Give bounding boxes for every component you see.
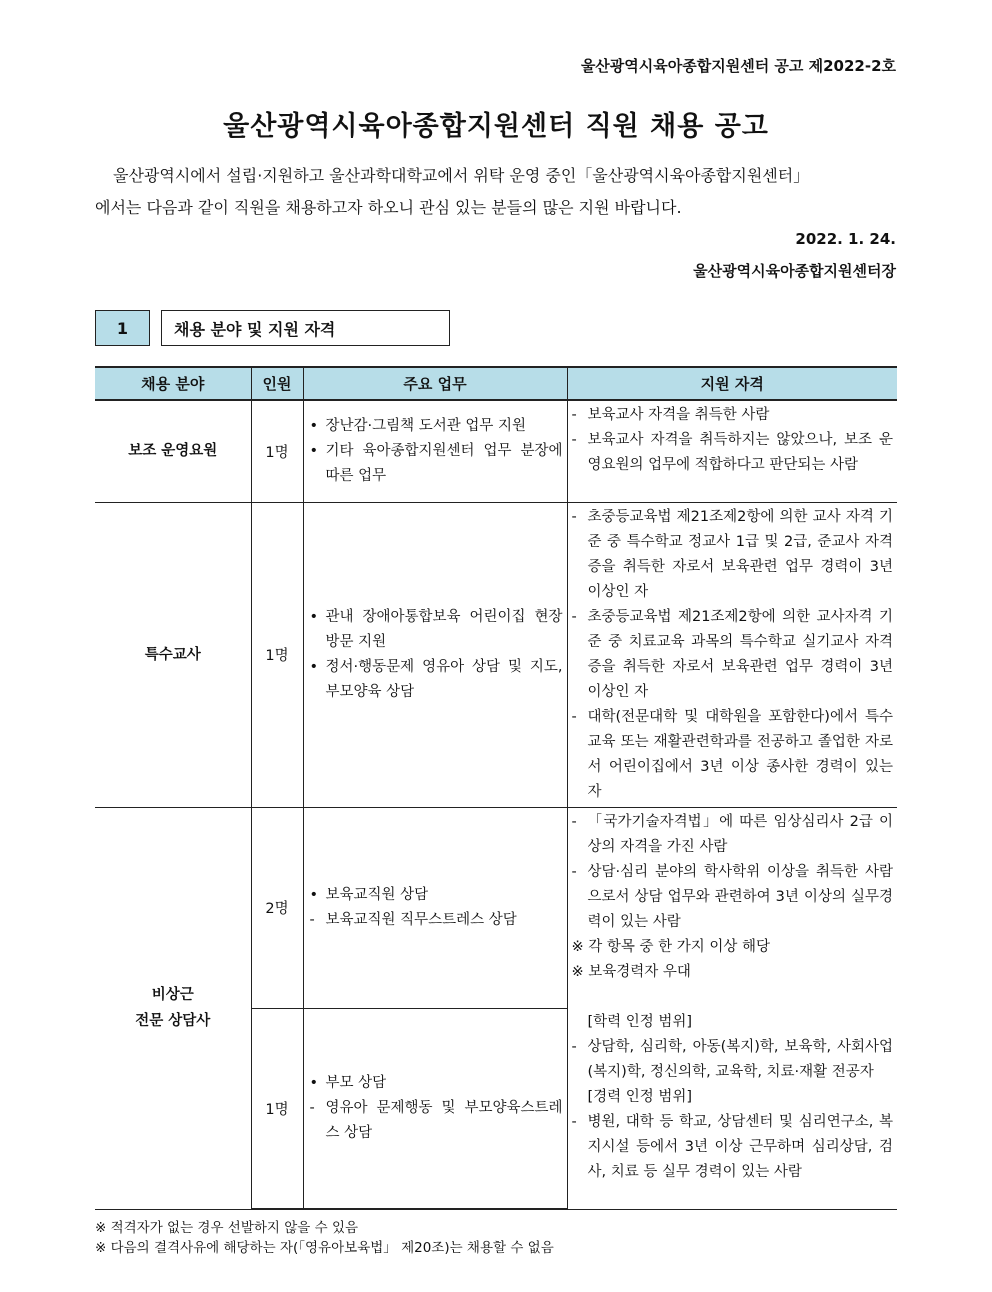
intro-paragraph	[95, 160, 897, 224]
field-line-2: 전문 상담사	[135, 1013, 211, 1029]
list-item: - 상담·심리 분야의 학사학위 이상을 취득한 사람으로서 상담 업무와 관련하여 3년 이상의 실무경력이 있는 사람	[571, 863, 893, 930]
intro-line-1: 울산광역시에서 설립·지원하고 울산과학대학교에서 위탁 운영 중인「울산광역시육아종합지원센터」	[113, 166, 810, 185]
section-number: 1	[95, 310, 150, 346]
header-count: 인원	[251, 367, 303, 400]
career-heading: [경력 인정 범위]	[587, 1088, 693, 1105]
qualification-note: ※ 각 항목 중 한 가지 이상 해당	[571, 938, 770, 955]
list-item: - 상담학, 심리학, 아동(복지)학, 보육학, 사회사업(복지)학, 정신의학, 교육학, 치료·재활 전공자	[571, 1038, 893, 1080]
qualifications-cell	[567, 502, 897, 807]
header-duties: 주요 업무	[303, 367, 567, 400]
list-item: • 장난감·그림책 도서관 업무 지원	[309, 417, 527, 434]
duties-cell	[303, 400, 567, 502]
list-item: - 보육교사 자격을 취득한 사람	[571, 407, 770, 423]
duties-cell	[303, 807, 567, 1008]
duties-cell	[303, 502, 567, 807]
field-cell: 특수교사	[95, 502, 251, 807]
spacer	[572, 985, 894, 1010]
count-cell: 1명	[251, 400, 303, 502]
count-cell: 1명	[251, 502, 303, 807]
list-item: • 부모 상담	[309, 1074, 387, 1091]
field-line-1: 비상근	[151, 987, 194, 1003]
list-item: - 「국가기술자격법」에 따른 임상심리사 2급 이상의 자격을 가진 사람	[571, 813, 893, 855]
qualifications-cell	[567, 807, 897, 1209]
list-item: • 기타 육아종합지원센터 업무 분장에 따른 업무	[309, 442, 563, 484]
list-item: - 보육교직원 직무스트레스 상담	[309, 911, 517, 928]
qualifications-cell	[567, 400, 897, 502]
list-item: - 보육교사 자격을 취득하지는 않았으나, 보조 운영요원의 업무에 적합하다고 판단되는 사람	[571, 432, 893, 473]
list-item: - 대학(전문대학 및 대학원을 포함한다)에서 특수교육 또는 재활관련학과를 전공하고 졸업한 자로서 어린이집에서 3년 이상 종사한 경력이 있는 자	[571, 708, 893, 800]
count-cell: 2명	[251, 807, 303, 1008]
field-cell	[95, 807, 251, 1209]
field-cell: 보조 운영요원	[95, 400, 251, 502]
table-row	[95, 807, 897, 1008]
qualification-note: ※ 보육경력자 우대	[571, 963, 691, 980]
signer: 울산광역시육아종합지원센터장	[693, 262, 896, 280]
table-row	[95, 400, 897, 502]
notice-date: 2022. 1. 24.	[795, 230, 896, 248]
footnote: ※ 적격자가 없는 경우 선발하지 않을 수 있음	[95, 1220, 359, 1236]
footnotes	[95, 1218, 554, 1258]
table-row	[95, 502, 897, 807]
list-item: - 초중등교육법 제21조제2항에 의한 교사 자격 기준 중 특수학교 정교사 1급 및 2급, 준교사 자격증을 취득한 자로서 보육관련 업무 경력이 3년 이상인 자	[571, 508, 893, 600]
section-title: 채용 분야 및 지원 자격	[161, 310, 450, 346]
header-qualifications: 지원 자격	[567, 367, 897, 400]
list-item: - 영유아 문제행동 및 부모양육스트레스 상담	[309, 1099, 563, 1141]
education-heading: [학력 인정 범위]	[587, 1013, 693, 1030]
list-item: • 보육교직원 상담	[309, 886, 429, 903]
table-header-row	[95, 367, 897, 400]
page-title: 울산광역시육아종합지원센터 직원 채용 공고	[223, 111, 769, 142]
recruitment-table	[95, 366, 897, 1210]
intro-line-2: 에서는 다음과 같이 직원을 채용하고자 하오니 관심 있는 분들의 많은 지원 바랍니다.	[95, 198, 682, 217]
list-item: - 병원, 대학 등 학교, 상담센터 및 심리연구소, 복지시설 등에서 3년 이상 근무하며 심리상담, 검사, 치료 등 실무 경력이 있는 사람	[571, 1113, 893, 1180]
list-item: - 초중등교육법 제21조제2항에 의한 교사자격 기준 중 치료교육 과목의 특수학교 실기교사 자격증을 취득한 자로서 보육관련 업무 경력이 3년 이상인 자	[571, 608, 893, 700]
footnote: ※ 다음의 결격사유에 해당하는 자(「영유아보육법」 제20조)는 채용할 수 없음	[95, 1240, 554, 1256]
header-field: 채용 분야	[95, 367, 251, 400]
notice-number: 울산광역시육아종합지원센터 공고 제2022-2호	[580, 57, 896, 75]
duties-cell	[303, 1008, 567, 1209]
count-cell: 1명	[251, 1008, 303, 1209]
list-item: • 관내 장애아통합보육 어린이집 현장방문 지원	[309, 608, 563, 650]
list-item: • 정서·행동문제 영유아 상담 및 지도, 부모양육 상담	[309, 658, 563, 700]
